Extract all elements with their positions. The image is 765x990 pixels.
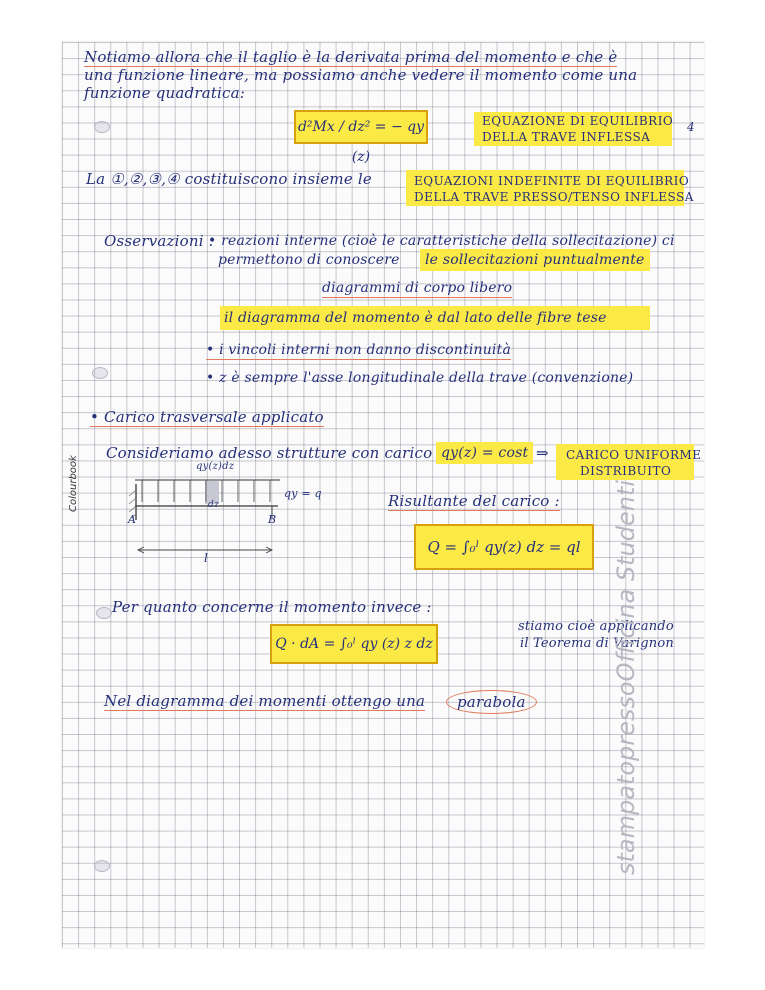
section-title: • Carico trasversale applicato — [90, 408, 324, 426]
resultant-formula-box: Q = ∫₀ˡ qy(z) dz = ql — [414, 524, 594, 570]
beam-diagram — [120, 458, 320, 574]
hole-punch-mark — [94, 121, 110, 133]
together-hl-line-2: DELLA TRAVE PRESSO/TENSO INFLESSA — [414, 190, 694, 204]
consider-highlight: qy(z) = cost — [436, 442, 533, 464]
consider-box-line-1: CARICO UNIFORME — [566, 448, 702, 462]
load-label: qy(z)dz — [196, 461, 235, 472]
consider-box-line-2: DISTRIBUITO — [580, 464, 672, 478]
length-label: l — [204, 551, 209, 565]
hole-punch-mark — [94, 860, 110, 872]
observation-1b: permettono di conoscere — [218, 252, 400, 268]
parabola-circled: parabola — [446, 690, 537, 714]
eq4-label-line-2: DELLA TRAVE INFLESSA — [482, 130, 651, 144]
eq4-label-line-1: EQUAZIONE DI EQUILIBRIO — [482, 114, 674, 128]
watermark: stampatopressoOfficina Studenti — [612, 479, 640, 875]
intro-line-2: una funzione lineare, ma possiamo anche vedere il momento come una — [84, 66, 638, 84]
load-right-label: qy = q — [284, 487, 322, 500]
varignon-line-1: stiamo cioè applicando — [518, 619, 674, 634]
free-body-diagram-note: diagrammi di corpo libero — [322, 280, 513, 296]
hole-punch-mark — [96, 607, 112, 619]
resultant-label: Risultante del carico : — [388, 492, 560, 510]
observation-1b-highlight: le sollecitazioni puntualmente — [420, 249, 650, 271]
observation-1a: • reazioni interne (cioè le caratteristiche della sollecitazione) ci — [208, 233, 675, 249]
equation-4-box: d²Mx / dz² = − qy (z) — [294, 110, 428, 144]
together-text: La ①,②,③,④ costituiscono insieme le — [86, 170, 372, 188]
eq4-number: 4 — [687, 120, 695, 134]
hole-punch-mark — [92, 367, 108, 379]
side-brand: Colourbook — [68, 455, 79, 512]
intro-line-3: funzione quadratica: — [84, 84, 246, 102]
dz-label: dz — [208, 500, 219, 510]
intro-line-1: Notiamo allora che il taglio è la derivata prima del momento e che è — [84, 48, 618, 66]
together-hl-line-1: EQUAZIONI INDEFINITE DI EQUILIBRIO — [414, 174, 690, 188]
consider-arrow: ⇒ — [536, 444, 549, 462]
moment-diagram-note: il diagramma del momento è dal lato delle fibre tese — [224, 310, 607, 326]
varignon-line-2: il Teorema di Varignon — [520, 636, 674, 651]
observation-2: • i vincoli interni non danno discontinuità — [206, 342, 511, 358]
support-b-label: B — [268, 513, 277, 526]
moment-formula-box: Q · dA = ∫₀ˡ qy (z) z dz — [270, 624, 438, 664]
observations-label: Osservazioni : — [104, 232, 214, 250]
moment-label: Per quanto concerne il momento invece : — [112, 598, 432, 616]
support-a-label: A — [128, 513, 137, 526]
final-text: Nel diagramma dei momenti ottengo una — [104, 692, 426, 710]
consider-text: Consideriamo adesso strutture con carico — [106, 444, 433, 462]
observation-3: • z è sempre l'asse longitudinale della trave (convenzione) — [206, 370, 634, 386]
load-arrows — [142, 480, 270, 502]
